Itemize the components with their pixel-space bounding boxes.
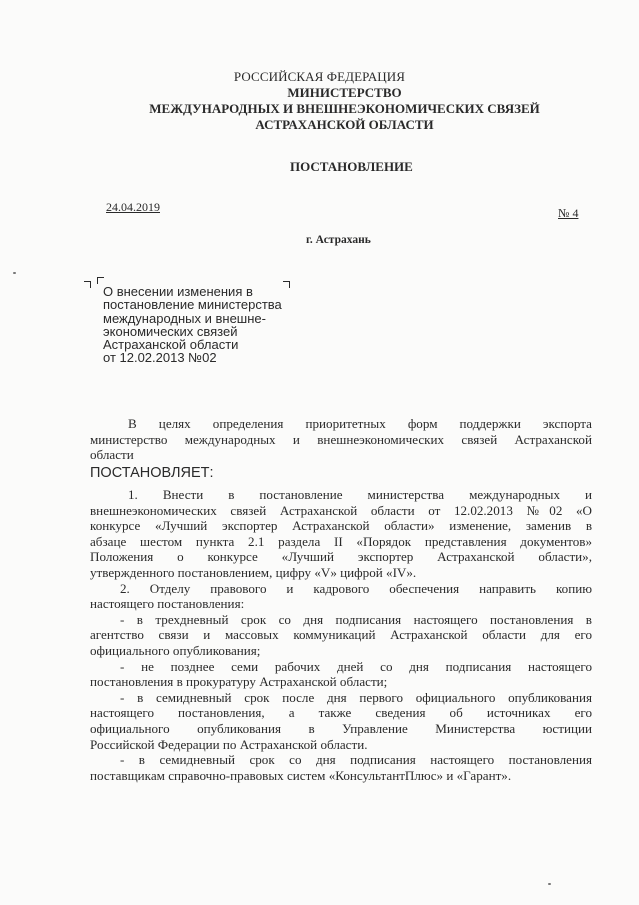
item-line: конкурсе «Лучший экспортер Астраханской области» изменение, заменив в xyxy=(90,518,592,534)
subject-line: международных и внешне- xyxy=(103,310,266,326)
item-line: - в семидневный срок со дня подписания настоящего постановления xyxy=(120,752,592,768)
preamble-line: области xyxy=(90,447,134,463)
preamble-line: министерство международных и внешнеэкономических связей Астраханской xyxy=(90,431,592,447)
item-line: утвержденного постановлением, цифру «V» цифрой «IV». xyxy=(90,564,417,580)
item-line: поставщикам справочно-правовых систем «КонсультантПлюс» и «Гарант». xyxy=(90,767,512,783)
header-ministry: МИНИСТЕРСТВО xyxy=(287,85,402,100)
item-line: настоящего постановления, а также сведения об источниках его xyxy=(90,705,592,721)
item-line: внешнеэкономических связей Астраханской области от 12.02.2013 №02 «О xyxy=(90,502,592,518)
item-line: агентство связи и массовых коммуникаций Астраханской области для его xyxy=(90,627,592,643)
item-line: настоящего постановления: xyxy=(90,596,245,612)
subject-line: экономических связей xyxy=(103,323,238,339)
item-line: Положения о конкурсе «Лучший экспортер Астраханской области», xyxy=(90,549,592,565)
header-region: АСТРАХАНСКОЙ ОБЛАСТИ xyxy=(255,117,434,132)
document-date: 24.04.2019 xyxy=(106,200,160,214)
header-ministry-name: МЕЖДУНАРОДНЫХ И ВНЕШНЕЭКОНОМИЧЕСКИХ СВЯЗЕЙ xyxy=(149,101,540,116)
item-line: 2. Отделу правового и кадрового обеспечения направить копию xyxy=(120,580,592,596)
document-number: № 4 xyxy=(558,206,579,220)
subject-line: постановление министерства xyxy=(103,297,282,313)
item-line: Российской Федерации по Астраханской области. xyxy=(90,736,368,752)
subject-corner-mark xyxy=(97,277,104,284)
item-line: - не позднее семи рабочих дней со дня подписания настоящего xyxy=(120,658,592,674)
preamble-paragraph xyxy=(90,416,592,463)
item-line: постановления в прокуратуру Астраханской области; xyxy=(90,674,388,690)
decree-word: ПОСТАНОВЛЯЕТ: xyxy=(90,465,214,481)
document-type: ПОСТАНОВЛЕНИЕ xyxy=(290,159,413,174)
subject-line: Астраханской области xyxy=(103,337,239,353)
item-line: - в трехдневный срок со дня подписания настоящего постановления в xyxy=(120,611,592,627)
item-line: - в семидневный срок после дня первого официального опубликования xyxy=(120,689,592,705)
item-line: 1. Внести в постановление министерства международных и xyxy=(128,487,592,502)
scan-speck xyxy=(13,272,16,274)
decree-items xyxy=(90,487,592,783)
document-city: г. Астрахань xyxy=(306,234,371,246)
preamble-line: В целях определения приоритетных форм поддержки экспорта xyxy=(128,416,592,431)
subject-corner-mark xyxy=(84,281,91,288)
header-country: РОССИЙСКАЯ ФЕДЕРАЦИЯ xyxy=(233,69,406,84)
subject-line: О внесении изменения в xyxy=(103,284,253,299)
subject-line: от 12.02.2013 №02 xyxy=(103,350,217,366)
item-line: официального опубликования в Управление Министерства юстиции xyxy=(90,720,592,736)
scan-speck xyxy=(548,883,551,885)
item-line: официального опубликования; xyxy=(90,642,261,658)
item-line: абзаце шестом пункта 2.1 раздела II «Порядок представления документов» xyxy=(90,533,592,549)
document-subject xyxy=(103,285,313,365)
